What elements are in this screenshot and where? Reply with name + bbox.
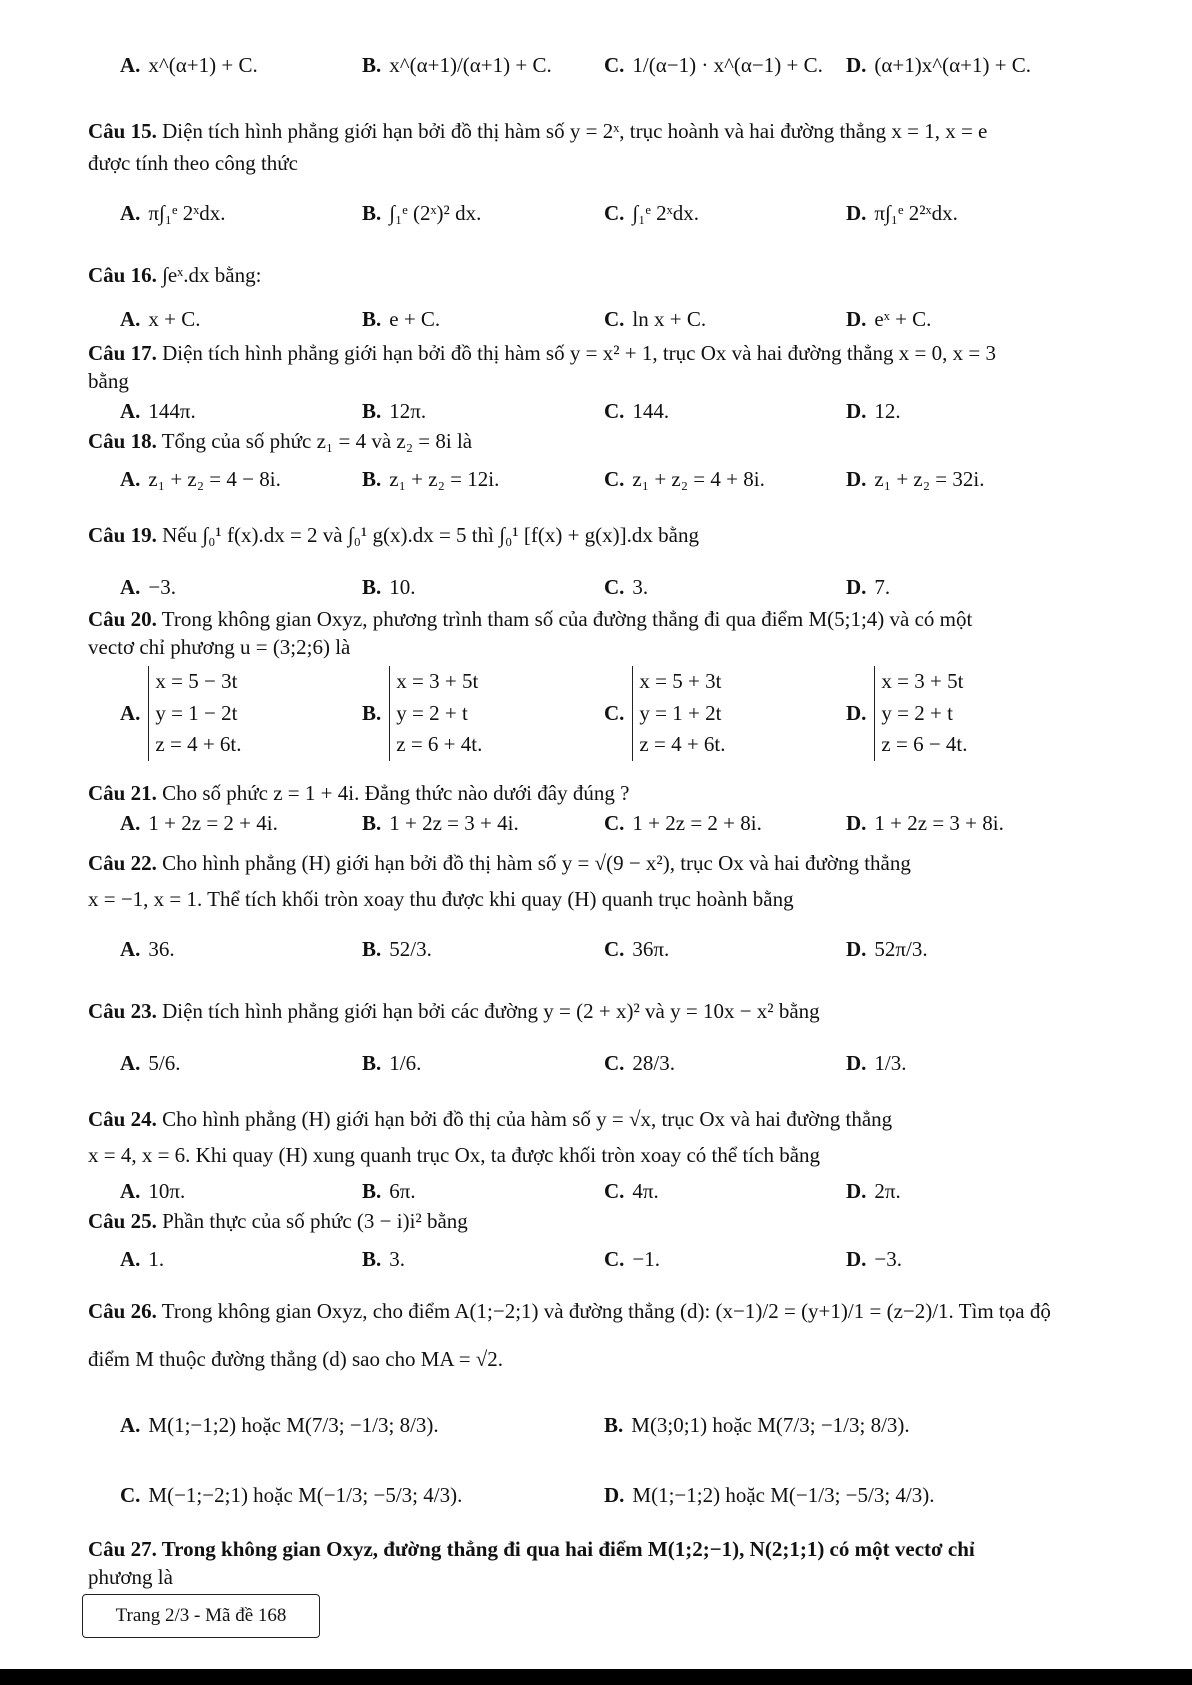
q20-option-b: B.x = 3 + 5t y = 2 + t z = 6 + 4t.: [362, 666, 482, 761]
q26-options-cd: [0, 1482, 1192, 1522]
q18-option-b: B. z₁ + z₂ = 12i.: [362, 467, 500, 491]
q17-option-b: B. 12π.: [362, 399, 427, 423]
q26-option-b: B. M(3;0;1) hoặc M(7/3; −1/3; 8/3).: [604, 1413, 910, 1437]
scan-edge-bar: [0, 1669, 1192, 1685]
q26-options-ab: [0, 1412, 1192, 1452]
question-27: Câu 27. Trong không gian Oxyz, đường thẳng đi qua hai điểm M(1;2;−1), N(2;1;1) có một vectơ chỉ: [88, 1537, 975, 1561]
q18-option-a: A. z₁ + z₂ = 4 − 8i.: [120, 467, 281, 491]
q21-options: [0, 810, 1192, 850]
q14-option-b: B. x^(α+1)/(α+1) + C.: [362, 53, 552, 77]
q24-option-b: B. 6π.: [362, 1179, 416, 1203]
question-20: Câu 20. Trong không gian Oxyz, phương trình tham số của đường thẳng đi qua điểm M(5;1;4) và có một: [88, 607, 973, 631]
q16-option-b: B. e + C.: [362, 307, 441, 331]
question-26: Câu 26. Trong không gian Oxyz, cho điểm A(1;−2;1) và đường thẳng (d): (x−1)/2 = (y+1)/1 = (z−2)/1. Tìm tọa độ: [88, 1299, 1051, 1323]
question-22-cont: x = −1, x = 1. Thể tích khối tròn xoay thu được khi quay (H) quanh trục hoành bằng: [88, 887, 794, 911]
q18-options: [0, 466, 1192, 506]
q22-option-d: D. 52π/3.: [846, 937, 928, 961]
q17-option-d: D. 12.: [846, 399, 901, 423]
q25-options: [0, 1246, 1192, 1286]
question-15: Câu 15. Diện tích hình phẳng giới hạn bởi đồ thị hàm số y = 2ˣ, trục hoành và hai đường thẳng x = 1, x = e: [88, 119, 988, 143]
q14-option-a: A. x^(α+1) + C.: [120, 53, 258, 77]
q20-options: [0, 666, 1192, 776]
question-26-cont: điểm M thuộc đường thẳng (d) sao cho MA = √2.: [88, 1347, 504, 1371]
q25-option-a: A. 1.: [120, 1247, 165, 1271]
q20-option-c: C.x = 5 + 3t y = 1 + 2t z = 4 + 6t.: [604, 666, 726, 761]
q25-option-c: C. −1.: [604, 1247, 661, 1271]
q16-option-c: C. ln x + C.: [604, 307, 707, 331]
q19-option-c: C. 3.: [604, 575, 649, 599]
q24-option-d: D. 2π.: [846, 1179, 901, 1203]
q24-option-c: C. 4π.: [604, 1179, 659, 1203]
q17-option-a: A. 144π.: [120, 399, 196, 423]
q23-option-c: C. 28/3.: [604, 1051, 676, 1075]
q19-option-a: A. −3.: [120, 575, 177, 599]
q21-option-a: A. 1 + 2z = 2 + 4i.: [120, 811, 278, 835]
q19-option-d: D. 7.: [846, 575, 891, 599]
q25-option-d: D. −3.: [846, 1247, 903, 1271]
question-25: Câu 25. Phần thực của số phức (3 − i)i² bằng: [88, 1209, 468, 1233]
q22-options: [0, 936, 1192, 976]
page-footer: [82, 1594, 320, 1638]
q14-options: [0, 52, 1192, 92]
question-16: Câu 16. ∫eˣ.dx bằng:: [88, 263, 262, 287]
question-23: Câu 23. Diện tích hình phẳng giới hạn bởi các đường y = (2 + x)² và y = 10x − x² bằng: [88, 999, 820, 1023]
question-19: Câu 19. Nếu ∫₀¹ f(x).dx = 2 và ∫₀¹ g(x).dx = 5 thì ∫₀¹ [f(x) + g(x)].dx bằng: [88, 523, 699, 547]
q15-option-d: D. π∫₁ᵉ 2²ˣdx.: [846, 201, 958, 225]
question-20-cont: vectơ chỉ phương u = (3;2;6) là: [88, 635, 351, 659]
q21-option-c: C. 1 + 2z = 2 + 8i.: [604, 811, 762, 835]
question-24-cont: x = 4, x = 6. Khi quay (H) xung quanh trục Ox, ta được khối tròn xoay có thể tích bằng: [88, 1143, 821, 1167]
question-17: Câu 17. Diện tích hình phẳng giới hạn bởi đồ thị hàm số y = x² + 1, trục Ox và hai đường thẳng x = 0, x = 3: [88, 341, 996, 365]
question-15-cont: được tính theo công thức: [88, 151, 298, 175]
q14-option-c: C. 1/(α−1) · x^(α−1) + C.: [604, 53, 823, 77]
q19-option-b: B. 10.: [362, 575, 416, 599]
q26-option-a: A. M(1;−1;2) hoặc M(7/3; −1/3; 8/3).: [120, 1413, 439, 1437]
q18-option-d: D. z₁ + z₂ = 32i.: [846, 467, 985, 491]
q23-options: [0, 1050, 1192, 1090]
q15-options: [0, 200, 1192, 240]
q16-option-d: D. eˣ + C.: [846, 307, 932, 331]
q23-option-b: B. 1/6.: [362, 1051, 422, 1075]
q23-option-a: A. 5/6.: [120, 1051, 181, 1075]
q15-option-a: A. π∫₁ᵉ 2ˣdx.: [120, 201, 226, 225]
q22-option-b: B. 52/3.: [362, 937, 432, 961]
footer-text: Trang 2/3 - Mã đề 168: [115, 1605, 287, 1627]
question-21: Câu 21. Cho số phức z = 1 + 4i. Đẳng thức nào dưới đây đúng ?: [88, 781, 630, 805]
q17-option-c: C. 144.: [604, 399, 670, 423]
q21-option-b: B. 1 + 2z = 3 + 4i.: [362, 811, 519, 835]
q22-option-a: A. 36.: [120, 937, 175, 961]
q26-option-c: C. M(−1;−2;1) hoặc M(−1/3; −5/3; 4/3).: [120, 1483, 463, 1507]
q20-option-d: D.x = 3 + 5t y = 2 + t z = 6 − 4t.: [846, 666, 968, 761]
q15-option-c: C. ∫₁ᵉ 2ˣdx.: [604, 201, 699, 225]
q16-option-a: A. x + C.: [120, 307, 201, 331]
q14-option-d: D. (α+1)x^(α+1) + C.: [846, 53, 1032, 77]
q18-option-c: C. z₁ + z₂ = 4 + 8i.: [604, 467, 765, 491]
question-27-cont: phương là: [88, 1565, 173, 1589]
question-22: Câu 22. Cho hình phẳng (H) giới hạn bởi đồ thị hàm số y = √(9 − x²), trục Ox và hai đường thẳng: [88, 851, 911, 875]
question-17-cont: bằng: [88, 369, 129, 393]
question-24: Câu 24. Cho hình phẳng (H) giới hạn bởi đồ thị của hàm số y = √x, trục Ox và hai đường thẳng: [88, 1107, 893, 1131]
q25-option-b: B. 3.: [362, 1247, 406, 1271]
q23-option-d: D. 1/3.: [846, 1051, 907, 1075]
question-18: Câu 18. Tổng của số phức z₁ = 4 và z₂ = 8i là: [88, 429, 473, 453]
q21-option-d: D. 1 + 2z = 3 + 8i.: [846, 811, 1004, 835]
q20-option-a: A.x = 5 − 3t y = 1 − 2t z = 4 + 6t.: [120, 666, 242, 761]
q22-option-c: C. 36π.: [604, 937, 670, 961]
q26-option-d: D. M(1;−1;2) hoặc M(−1/3; −5/3; 4/3).: [604, 1483, 935, 1507]
q15-option-b: B. ∫₁ᵉ (2ˣ)² dx.: [362, 201, 482, 225]
q24-option-a: A. 10π.: [120, 1179, 186, 1203]
